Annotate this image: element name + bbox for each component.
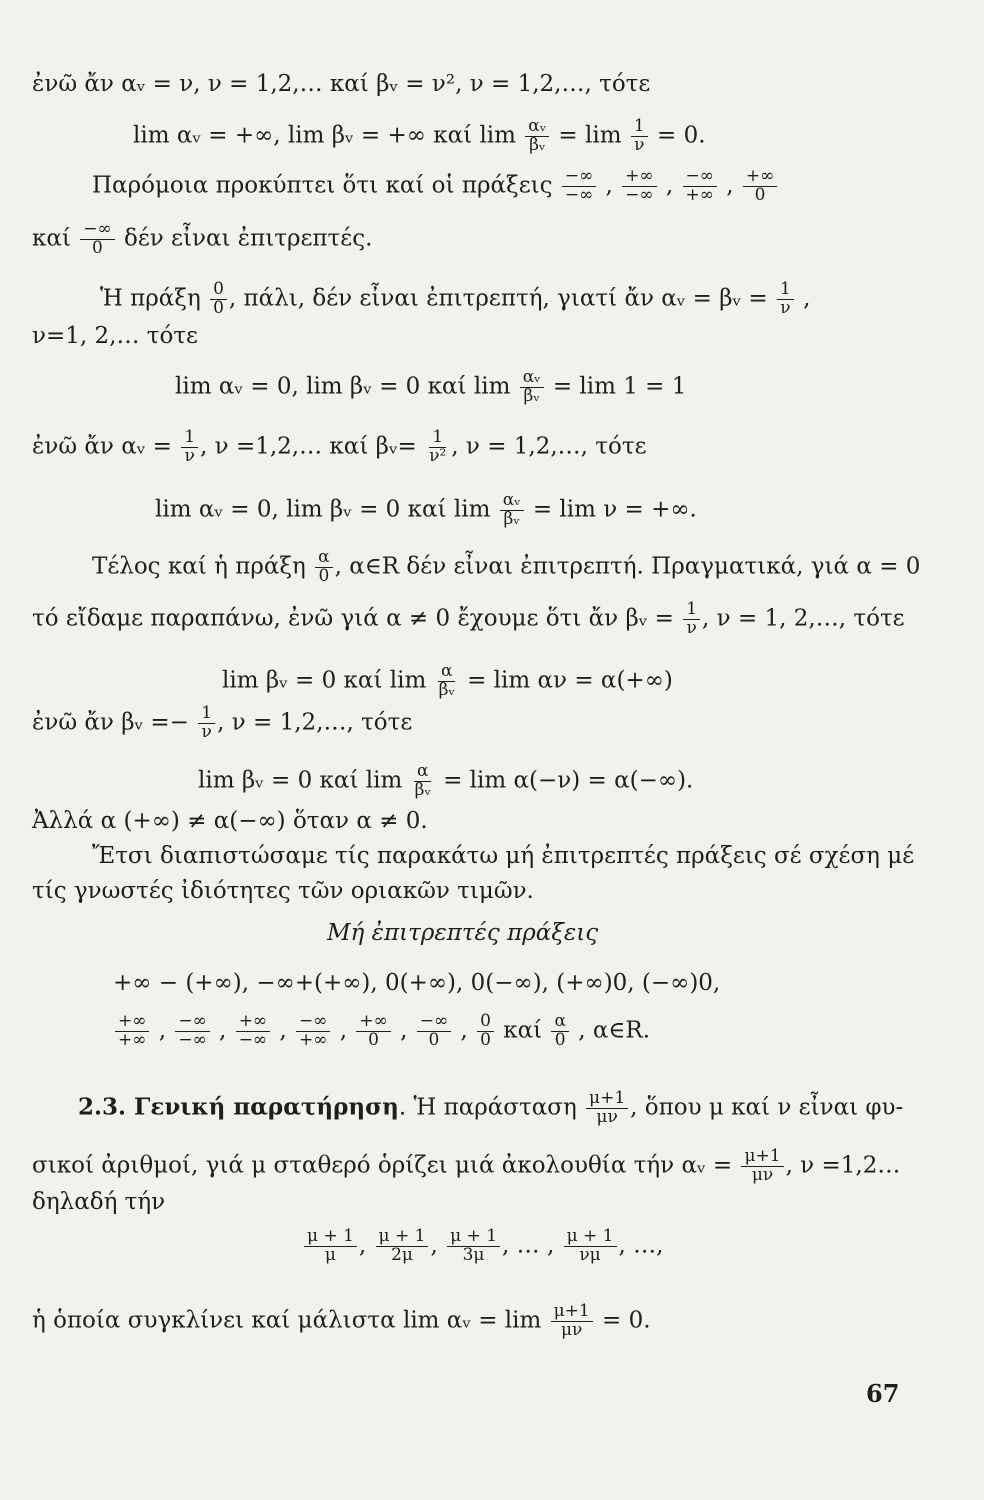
numerator: μ + 1	[564, 1228, 617, 1247]
text-run: lim βᵥ = 0 καί lim	[198, 767, 410, 794]
text-run: lim αᵥ = 0, lim βᵥ = 0 καί lim	[175, 373, 518, 400]
text-run: . Ἡ παράσταση	[398, 1094, 585, 1121]
denominator: +∞	[299, 1029, 328, 1050]
text-run: ἐνῶ ἄν βᵥ =−	[32, 709, 197, 736]
denominator: 0	[428, 1029, 440, 1050]
numerator: 0	[210, 281, 227, 300]
text-run: Ἀλλά α (+∞) ≠ α(−∞) ὅταν α ≠ 0.	[32, 808, 428, 834]
denominator: 0	[368, 1029, 379, 1050]
denominator: ν	[686, 617, 697, 638]
fraction	[743, 168, 777, 205]
text-run: ν=1, 2,… τότε	[32, 323, 198, 349]
denominator: −∞	[625, 184, 654, 205]
numerator: 1	[181, 429, 198, 448]
text-run: ,	[358, 1232, 374, 1259]
text-run: ἐνῶ ἄν αᵥ =	[32, 433, 180, 460]
fraction	[683, 601, 700, 638]
denominator: +∞	[685, 184, 714, 205]
text-run: , ν = 1,2,…, τότε	[451, 433, 647, 460]
fraction	[376, 1228, 429, 1265]
fraction	[417, 1013, 451, 1050]
numerator: μ + 1	[447, 1228, 500, 1247]
denominator: ν²	[429, 445, 447, 466]
text-run: = lim ν = +∞.	[525, 496, 697, 523]
text-run: τό εἴδαμε παραπάνω, ἐνῶ γιά α ≠ 0 ἔχουμε ὅτι ἄν βᵥ =	[32, 605, 682, 632]
text-run: , ν = 1, 2,…, τότε	[702, 605, 905, 632]
denominator: 0	[213, 297, 224, 318]
fraction	[426, 429, 449, 466]
text-run: ,	[332, 1017, 355, 1044]
fraction	[551, 1303, 593, 1340]
denominator: ν	[780, 297, 791, 318]
text-run: ,	[453, 1017, 476, 1044]
text-run: ,	[718, 172, 741, 199]
denominator: 2μ	[391, 1244, 413, 1265]
fraction	[622, 168, 656, 205]
text-run: Μή ἐπιτρεπτές πράξεις	[327, 920, 599, 946]
fraction	[586, 1090, 628, 1127]
fraction	[562, 168, 596, 205]
text-run: ,	[392, 1017, 415, 1044]
text-run: = lim	[551, 122, 629, 149]
denominator: −∞	[178, 1029, 207, 1050]
text-run: , …,	[618, 1232, 664, 1259]
denominator: βᵥ	[503, 508, 520, 529]
denominator: 3μ	[462, 1244, 485, 1265]
text-run: , ν =1,2,… καί βᵥ=	[200, 433, 425, 460]
fraction	[175, 1013, 209, 1050]
numerator: 1	[683, 601, 700, 620]
numerator: α	[414, 763, 431, 782]
denominator: μν	[751, 1164, 774, 1185]
denominator: μ	[324, 1244, 336, 1265]
fraction	[741, 1148, 783, 1185]
denominator: −∞	[238, 1029, 268, 1050]
text-run: , α∈R.	[570, 1017, 651, 1044]
denominator: βᵥ	[414, 779, 431, 800]
numerator: μ + 1	[376, 1228, 429, 1247]
fraction	[520, 369, 544, 406]
denominator: 0	[480, 1029, 491, 1050]
text-run: ἐνῶ ἄν αᵥ = ν, ν = 1,2,… καί βᵥ = ν², ν = 1,2,…, τότε	[32, 71, 651, 97]
denominator: 0	[554, 1029, 566, 1050]
section-heading: 2.3. Γενική παρατήρηση	[78, 1093, 399, 1121]
text-run: lim αᵥ = +∞, lim βᵥ = +∞ καί lim	[133, 122, 524, 149]
text-run: ,	[211, 1017, 234, 1044]
text-run: Τέλος καί ἡ πράξη	[92, 553, 314, 580]
denominator: μν	[596, 1106, 618, 1127]
text-run: lim βᵥ = 0 καί lim	[222, 667, 434, 694]
denominator: βᵥ	[438, 679, 455, 700]
numerator: μ+1	[741, 1148, 783, 1167]
fraction	[447, 1228, 500, 1265]
numerator: +∞	[622, 168, 656, 187]
numerator: αᵥ	[525, 118, 549, 137]
text-run: = lim α(−ν) = α(−∞).	[435, 767, 694, 794]
fraction	[436, 663, 458, 700]
fraction	[304, 1228, 357, 1265]
numerator: 1	[429, 429, 446, 448]
numerator: 1	[631, 118, 648, 137]
fraction	[551, 1013, 568, 1050]
denominator: 0	[318, 565, 330, 586]
text-run: ἡ ὁποία συγκλίνει καί μάλιστα lim αᵥ = lim	[32, 1307, 549, 1334]
numerator: α	[551, 1013, 568, 1032]
denominator: βᵥ	[529, 134, 546, 155]
fraction	[777, 281, 794, 318]
text-run: , ν =1,2…	[785, 1152, 901, 1179]
numerator: +∞	[236, 1013, 270, 1032]
fraction	[210, 281, 227, 318]
text-run: Παρόμοια προκύπτει ὅτι καί οἱ πράξεις	[92, 172, 560, 199]
fraction	[356, 1013, 390, 1050]
numerator: μ+1	[586, 1090, 628, 1109]
text-run: +∞ − (+∞), −∞+(+∞), 0(+∞), 0(−∞), (+∞)0, (−∞)0,	[113, 970, 721, 996]
denominator: βᵥ	[523, 385, 540, 406]
fraction	[80, 221, 114, 258]
text-run: = lim 1 = 1	[545, 373, 687, 400]
denominator: 0	[754, 184, 766, 205]
fraction	[296, 1013, 330, 1050]
fraction	[631, 118, 648, 155]
denominator: ν	[201, 721, 212, 742]
fraction	[525, 118, 549, 155]
text-run: ,	[598, 172, 621, 199]
numerator: +∞	[115, 1013, 149, 1032]
numerator: α	[438, 663, 455, 682]
numerator: −∞	[683, 168, 717, 187]
text-run: , ν = 1,2,…, τότε	[217, 709, 413, 736]
numerator: 1	[777, 281, 794, 300]
fraction	[683, 168, 717, 205]
denominator: ν	[184, 445, 195, 466]
page-number: 67	[866, 1379, 900, 1408]
text-run: καί	[32, 225, 79, 252]
fraction	[198, 705, 215, 742]
denominator: −∞	[564, 184, 594, 205]
denominator: μν	[560, 1319, 583, 1340]
text-run: σικοί ἀριθμοί, γιά μ σταθερό ὁρίζει μιά ἀκολουθία τήν αᵥ =	[32, 1152, 740, 1179]
numerator: −∞	[562, 168, 596, 187]
denominator: 0	[92, 237, 103, 258]
fraction	[500, 492, 524, 529]
text-run: ,	[430, 1232, 446, 1259]
fraction	[181, 429, 198, 466]
text-run: ,	[658, 172, 681, 199]
text-run: καί	[495, 1017, 550, 1044]
numerator: −∞	[296, 1013, 330, 1032]
text-run: = lim αν = α(+∞)	[459, 667, 673, 694]
text-run: , … ,	[502, 1232, 562, 1259]
text-run: lim αᵥ = 0, lim βᵥ = 0 καί lim	[155, 496, 498, 523]
text-run: τίς γνωστές ἰδιότητες τῶν οριακῶν τιμῶν.	[32, 878, 534, 904]
denominator: ν	[634, 134, 645, 155]
numerator: α	[315, 549, 332, 568]
text-run: Ἡ πράξη	[100, 285, 209, 312]
fraction	[412, 763, 434, 800]
numerator: μ+1	[551, 1303, 593, 1322]
text-run: , ὅπου μ καί ν εἶναι φυ-	[630, 1094, 904, 1121]
text-run: ,	[151, 1017, 174, 1044]
numerator: μ + 1	[304, 1228, 357, 1247]
numerator: −∞	[80, 221, 114, 240]
fraction	[115, 1013, 149, 1050]
text-run: ,	[795, 285, 811, 312]
numerator: αᵥ	[520, 369, 544, 388]
numerator: +∞	[743, 168, 777, 187]
text-run: ,	[272, 1017, 295, 1044]
text-run: Ἔτσι διαπιστώσαμε τίς παρακάτω μή ἐπιτρεπτές πράξεις σέ σχέση μέ	[92, 843, 915, 869]
denominator: +∞	[118, 1029, 147, 1050]
numerator: αᵥ	[500, 492, 524, 511]
text-run: δέν εἶναι ἐπιτρεπτές.	[116, 225, 373, 252]
fraction	[564, 1228, 617, 1265]
denominator: νμ	[579, 1244, 601, 1265]
numerator: +∞	[356, 1013, 390, 1032]
text-run: = 0.	[649, 122, 706, 149]
text-run: , πάλι, δέν εἶναι ἐπιτρεπτή, γιατί ἄν αᵥ = βᵥ =	[228, 285, 776, 312]
numerator: −∞	[175, 1013, 209, 1032]
fraction	[477, 1013, 494, 1050]
fraction	[236, 1013, 270, 1050]
numerator: 1	[198, 705, 215, 724]
text-run: δηλαδή τήν	[32, 1189, 166, 1215]
numerator: −∞	[417, 1013, 451, 1032]
fraction	[315, 549, 332, 586]
text-run: , α∈R δέν εἶναι ἐπιτρεπτή. Πραγματικά, γιά α = 0	[334, 553, 921, 580]
numerator: 0	[477, 1013, 494, 1032]
text-run: = 0.	[594, 1307, 651, 1334]
